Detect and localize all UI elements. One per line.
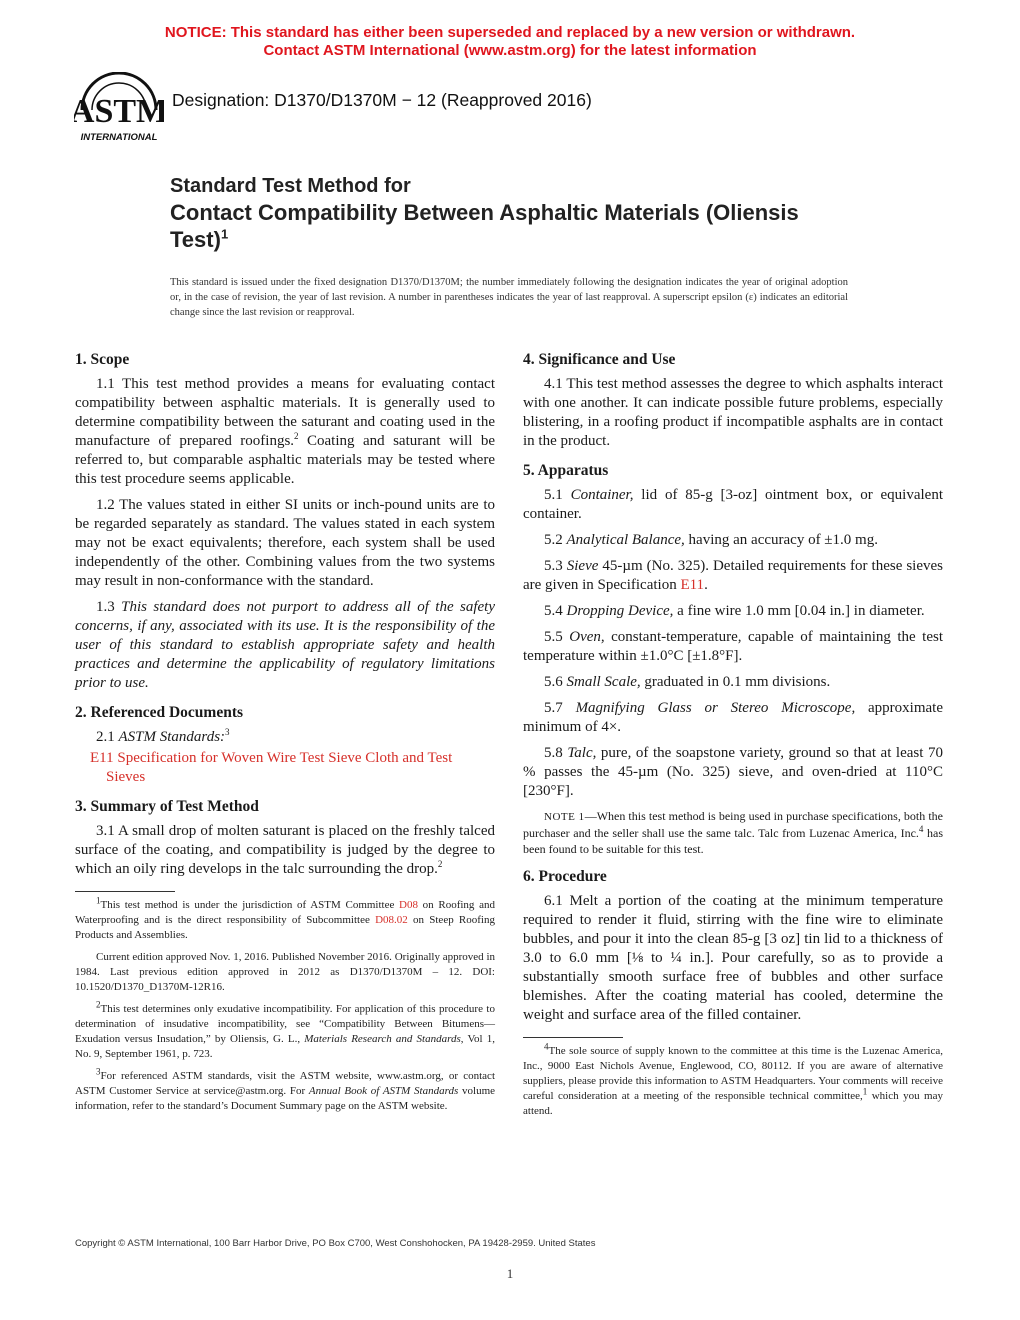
footnote-3: $^3$For referenced ASTM standards, visit the ASTM website, www.astm.org, or contact ASTM Customer Service at service@astm.org. For Annual Book of ASTM Standards volume information, refer to the standard’s Document Summary page on the ASTM website. bbox=[75, 1066, 496, 1112]
footnote-rule bbox=[523, 1037, 623, 1038]
paragraph-5-1: 5.1 Container, lid of 85-g [3-oz] ointment box, or equivalent container. bbox=[523, 487, 943, 522]
section-heading: 4. Significance and Use bbox=[523, 351, 676, 368]
paragraph-2-1: 2.1 ASTM Standards:$^3$ bbox=[96, 727, 230, 745]
section-significance bbox=[523, 350, 943, 451]
e11-link[interactable]: E11 bbox=[680, 577, 705, 593]
section-referenced-documents bbox=[75, 703, 495, 787]
section-heading: 5. Apparatus bbox=[523, 462, 609, 479]
paragraph-4-1: 4.1 This test method assesses the degree to which asphalts interact with one another. It can indicate possible future problems, especially blistering, in a roofing product if incompatible asphalts are in contact in the product. bbox=[523, 376, 943, 449]
section-scope bbox=[75, 350, 495, 693]
notice-line-2: Contact ASTM International (www.astm.org) for the latest information bbox=[263, 42, 757, 59]
paragraph-1-3: 1.3 This standard does not purport to address all of the safety concerns, if any, associated with its use. It is the responsibility of the user of this standard to establish appropriate safety and health practices and determine the applicability of regulatory limitations prior to use. bbox=[75, 599, 496, 691]
paragraph-5-6: 5.6 Small Scale, graduated in 0.1 mm divisions. bbox=[544, 674, 831, 690]
note-1: NOTE 1—When this test method is being used in purchase specifications, both the purchaser and the seller shall use the same talc. Talc from Luzenac America, Inc.$^4$ has been found to be suitable for this test. bbox=[523, 809, 944, 856]
paragraph-5-5: 5.5 Oven, constant-temperature, capable of maintaining the test temperature within ±1.0°C [±1.8°F]. bbox=[523, 629, 943, 664]
footnote-1-edition: Current edition approved Nov. 1, 2016. Published November 2016. Originally approved in 1984. Last previous edition approved in 2012 as D1370/D1370M – 12. DOI: 10.1520/D1370_D1370M-12R16. bbox=[75, 951, 495, 993]
title-line-3: Test)$^1$ bbox=[170, 226, 229, 252]
section-heading: 1. Scope bbox=[75, 351, 130, 368]
left-column bbox=[75, 350, 495, 1121]
title-line-1: Standard Test Method for bbox=[170, 175, 411, 197]
paragraph-1-1: 1.1 This test method provides a means for evaluating contact compatibility between asphaltic materials. It is generally used to determine compatibility between the saturant and coating used in the manufacture of prepared roofings.$^2$ Coating and saturant will be referred to, but comparable asphaltic materials may be tested where this test procedure seems applicable. bbox=[75, 376, 495, 487]
paragraph-3-1: 3.1 A small drop of molten saturant is placed on the freshly talced surface of the coating, and compatibility is judged by the degree to which an oily ring develops in the talc surrounding the drop.$^2$ bbox=[75, 823, 495, 877]
paragraph-5-2: 5.2 Analytical Balance, having an accuracy of ±1.0 mg. bbox=[544, 532, 878, 548]
section-procedure bbox=[523, 867, 943, 1025]
designation: Designation: D1370/D1370M − 12 (Reapproved 2016) bbox=[172, 90, 592, 110]
section-heading: 6. Procedure bbox=[523, 868, 607, 885]
superseded-notice bbox=[0, 24, 1020, 60]
logo-wordmark: ASTM bbox=[74, 93, 164, 130]
section-summary bbox=[75, 797, 495, 879]
title-footnote-mark: 1 bbox=[220, 226, 229, 242]
footnote-2: $^2$This test determines only exudative incompatibility. For application of this procedure to determination of insudative incompatibility, see “Compatibility Between Bitumens—Exudation versus Insudation,” by Oliensis, G. L., Materials Research and Standards, Vol 1, No. 9, September 1961, p. 723. bbox=[75, 999, 495, 1060]
footnote-4: $^4$The sole source of supply known to the committee at this time is the Luzenac America, Inc., 9000 East Nichols Avenue, Englewood, CO, 80112. If you are aware of alternative suppliers, please provide this information to ASTM Headquarters. Your comments will receive careful consideration at a meeting of the responsible technical committee,$^1$ which you may attend. bbox=[523, 1041, 943, 1117]
section-heading: 2. Referenced Documents bbox=[75, 704, 244, 721]
reference-e11[interactable]: E11 Specification for Woven Wire Test Sieve Cloth and Test Sieves bbox=[90, 750, 453, 785]
astm-logo bbox=[74, 72, 164, 144]
logo-subtext: INTERNATIONAL bbox=[80, 132, 158, 143]
title-line-2: Contact Compatibility Between Asphaltic Materials (Oliensis bbox=[170, 200, 799, 225]
paragraph-5-8: 5.8 Talc, pure, of the soapstone variety, ground so that at least 70 % passes the 45-µm (No. 325) sieve, and oven-dried at 110°C [230°F]. bbox=[523, 745, 943, 799]
paragraph-6-1: 6.1 Melt a portion of the coating at the minimum temperature required to render it fluid, stirring with the fine wire to eliminate bubbles, and pour it into the clean 85-g [3 oz] tin lid to a thickness of 3.0 to 6.0 mm [⅛ to ¼ in.]. Pour carefully, so as to provide a substantially smooth surface free of bubbles and other surface blemishes. After the coating material has cooled, determine the weight and surface area of the filled container. bbox=[523, 893, 943, 1023]
paragraph-5-7: 5.7 Magnifying Glass or Stereo Microscope, approximate minimum of 4×. bbox=[523, 700, 943, 735]
footnotes bbox=[75, 895, 496, 1114]
paragraph-5-3: 5.3 Sieve 45-µm (No. 325). Detailed requirements for these sieves are given in Specification E11. bbox=[523, 558, 944, 593]
document-title bbox=[170, 173, 890, 253]
section-heading: 3. Summary of Test Method bbox=[75, 798, 259, 815]
notice-line-1: NOTICE: This standard has either been superseded and replaced by a new version or withdrawn. bbox=[164, 24, 856, 41]
page-number: 1 bbox=[506, 1266, 514, 1281]
right-column bbox=[523, 350, 943, 1126]
footnote-rule bbox=[75, 891, 175, 892]
issuance-statement: This standard is issued under the fixed designation D1370/D1370M; the number immediately following the designation indicates the year of original adoption or, in the case of revision, the year of last revision. A number in parentheses indicates the year of last reapproval. A superscript epsilon (ε) indicates an editorial change since the last revision or reapproval. bbox=[170, 277, 848, 318]
section-apparatus bbox=[523, 461, 943, 857]
d08-02-link[interactable]: D08.02 bbox=[375, 914, 408, 926]
footnote-1: $^1$This test method is under the jurisdiction of ASTM Committee D08 on Roofing and Waterproofing and is the direct responsibility of Subcommittee D08.02 on Steep Roofing Products and Assemblies. bbox=[75, 895, 495, 941]
paragraph-1-2: 1.2 The values stated in either SI units or inch-pound units are to be regarded separately as standard. The values stated in each system may not be exact equivalents; therefore, each system shall be used independently of the other. Combining values from the two systems may result in non-conformance with the standard. bbox=[75, 497, 495, 589]
copyright-line: Copyright © ASTM International, 100 Barr Harbor Drive, PO Box C700, West Conshohocken, PA 19428-2959. United States bbox=[75, 1238, 596, 1249]
paragraph-5-4: 5.4 Dropping Device, a fine wire 1.0 mm [0.04 in.] in diameter. bbox=[544, 603, 925, 619]
d08-link[interactable]: D08 bbox=[399, 899, 418, 911]
reference-e11-link[interactable]: E11 bbox=[90, 750, 114, 766]
